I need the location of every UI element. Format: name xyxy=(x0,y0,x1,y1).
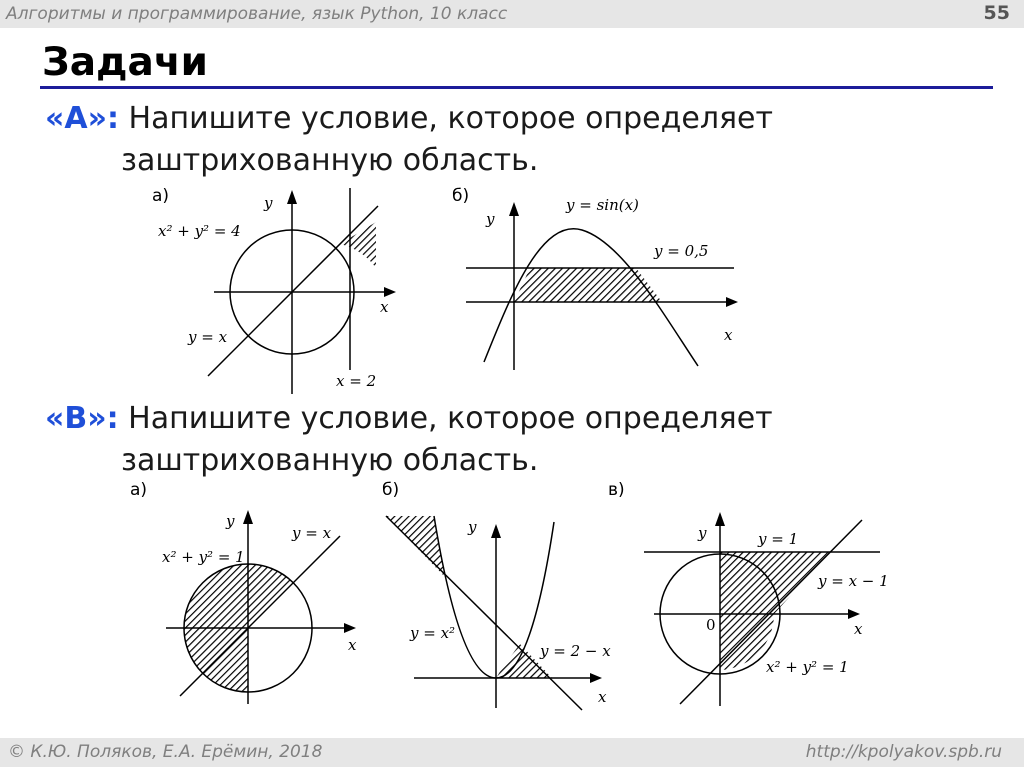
fig-a-b-curve-label: y = sin(x) xyxy=(566,196,639,214)
site-url: http://kpolyakov.spb.ru xyxy=(805,742,1002,762)
arrow-right-icon xyxy=(344,623,356,633)
fig-b-b-parabola xyxy=(434,516,554,678)
fig-b-a-y-label: y xyxy=(226,512,235,530)
fig-b-c-x-label: x xyxy=(854,620,863,638)
task-a-line2: заштрихованную область. xyxy=(121,143,539,178)
arrow-right-icon xyxy=(848,609,860,619)
fig-b-b-x-label: x xyxy=(598,688,607,706)
fig-a-b-y-label: y xyxy=(486,210,495,228)
task-b-line2: заштрихованную область. xyxy=(121,443,539,478)
fig-a-a-line-label: y = x xyxy=(188,328,228,346)
fig-b-c-origin-label: 0 xyxy=(706,616,716,634)
fig-b-c xyxy=(640,506,900,706)
task-b-line1: Напишите условие, которое определяет xyxy=(118,401,773,436)
fig-b-a-shaded-sector xyxy=(248,564,293,628)
fig-a-a-vline-label: x = 2 xyxy=(336,372,377,390)
task-a-line1: Напишите условие, которое определяет xyxy=(118,101,773,136)
arrow-right-icon xyxy=(726,297,738,307)
course-title: Алгоритмы и программирование, язык Python, 10 класс xyxy=(6,4,508,24)
page-number: 55 xyxy=(983,2,1010,24)
fig-b-c-hline-label: y = 1 xyxy=(758,530,799,548)
task-a-tag: «A»: xyxy=(45,101,119,136)
fig-b-a-label: а) xyxy=(130,480,148,500)
task-b-text xyxy=(45,398,773,482)
task-b-tag: «B»: xyxy=(45,401,119,436)
arrow-right-icon xyxy=(590,673,602,683)
fig-a-a-circle-label: x² + y² = 4 xyxy=(158,222,241,240)
arrow-up-icon xyxy=(715,512,725,526)
fig-b-b-label: б) xyxy=(382,480,400,500)
fig-b-a xyxy=(160,504,400,704)
fig-b-a-circle-label: x² + y² = 1 xyxy=(162,548,245,566)
fig-b-c-circle-label: x² + y² = 1 xyxy=(766,658,849,676)
header-bar xyxy=(0,0,1024,28)
fig-a-b xyxy=(462,184,762,374)
fig-b-a-x-label: x xyxy=(348,636,357,654)
slide-title: Задачи xyxy=(42,40,208,85)
arrow-right-icon xyxy=(384,287,396,297)
title-underline xyxy=(40,86,993,89)
fig-a-b-shaded xyxy=(514,268,662,302)
fig-b-b xyxy=(384,512,624,712)
fig-a-a-y-label: y xyxy=(264,194,273,212)
arrow-up-icon xyxy=(491,524,501,538)
fig-b-b-parabola-label: y = x² xyxy=(410,624,456,642)
fig-b-c-y-label: y xyxy=(698,524,707,542)
arrow-up-icon xyxy=(509,202,519,216)
footer-bar xyxy=(0,738,1024,767)
fig-b-a-line-label: y = x xyxy=(292,524,332,542)
fig-b-b-diag xyxy=(386,516,582,710)
copyright: © К.Ю. Поляков, Е.А. Ерёмин, 2018 xyxy=(8,742,323,762)
fig-a-a xyxy=(150,184,410,394)
fig-b-b-line-label: y = 2 − x xyxy=(540,642,611,660)
fig-b-c-label: в) xyxy=(608,480,625,500)
fig-a-a-x-label: x xyxy=(380,298,389,316)
fig-a-b-x-label: x xyxy=(724,326,733,344)
fig-b-a-shaded-q2 xyxy=(184,564,248,628)
fig-a-b-label: б) xyxy=(452,186,470,206)
fig-a-b-hline-label: y = 0,5 xyxy=(654,242,709,260)
arrow-up-icon xyxy=(243,510,253,524)
arrow-up-icon xyxy=(287,190,297,204)
fig-b-c-line-label: y = x − 1 xyxy=(818,572,889,590)
fig-b-b-y-label: y xyxy=(468,518,477,536)
task-a-text xyxy=(45,98,773,182)
fig-a-a-label: а) xyxy=(152,186,170,206)
